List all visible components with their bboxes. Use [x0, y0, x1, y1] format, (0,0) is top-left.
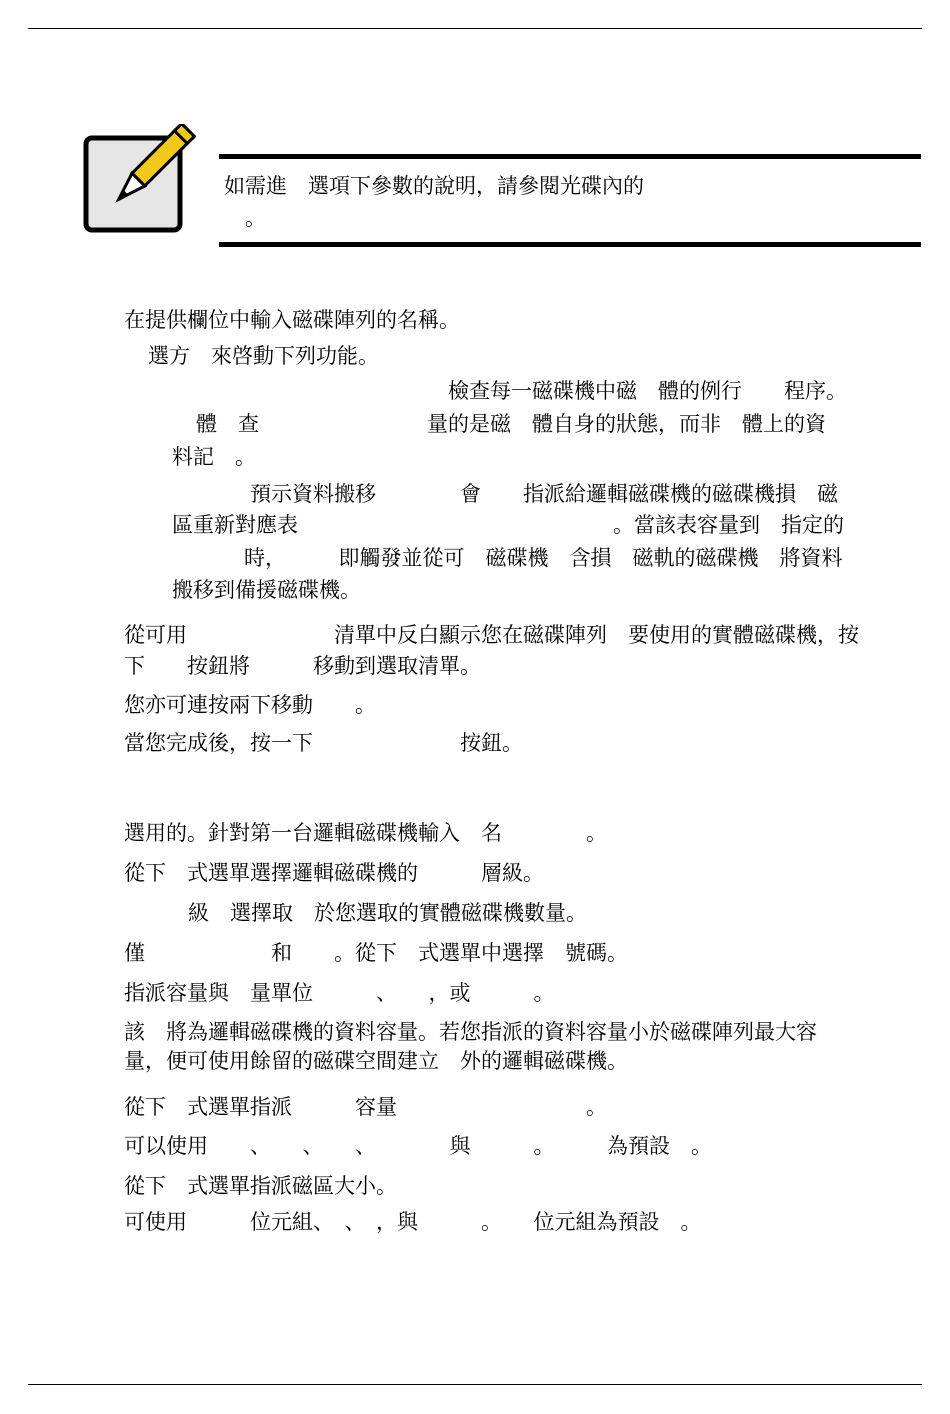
body-line: 選方 來啓動下列功能。	[148, 344, 379, 368]
body-line: 從下 式選單指派 容量 。	[124, 1095, 607, 1119]
body-line: 下 按鈕將 移動到選取清單。	[124, 654, 481, 678]
body-line: 檢查每一磁碟機中磁 體的例行 程序。	[448, 379, 847, 403]
body-line: 選用的。針對第一台邏輯磁碟機輸入 名 。	[124, 821, 607, 845]
body-line: 從可用 清單中反白顯示您在磁碟陣列 要使用的實體磁碟機，按	[124, 623, 859, 647]
body-line: 在提供欄位中輸入磁碟陣列的名稱。	[124, 308, 460, 332]
body-line: 從下 式選單指派磁區大小。	[124, 1174, 397, 1198]
body-line: 搬移到備援磁碟機。	[172, 578, 361, 602]
body-line: 體 查 量的是磁 體自身的狀態，而非 體上的資	[196, 412, 826, 436]
body-line: 區重新對應表 。當該表容量到 指定的	[172, 513, 844, 537]
body-line: 時， 即觸發並從可 磁碟機 含損 磁軌的磁碟機 將資料	[244, 546, 843, 570]
top-rule	[28, 28, 922, 29]
body-line: 指派容量與 量單位 、 ，或 。	[124, 981, 555, 1005]
note-bottom-rule	[219, 242, 921, 247]
note-top-rule	[219, 154, 921, 159]
body-line: 預示資料搬移 會 指派給邏輯磁碟機的磁碟機損 磁	[250, 482, 838, 506]
body-line: 該 將為邏輯磁碟機的資料容量。若您指派的資料容量小於磁碟陣列最大容	[124, 1020, 817, 1044]
note-text-line-1: 如需進 選項下參數的說明，請參閱光碟內的	[224, 174, 644, 198]
body-line: 僅 和 。從下 式選單中選擇 號碼。	[124, 941, 628, 965]
body-line: 料記 。	[172, 445, 256, 469]
body-line: 從下 式選單選擇邏輯磁碟機的 層級。	[124, 861, 544, 885]
note-text-line-2: 。	[224, 206, 266, 230]
body-line: 您亦可連按兩下移動 。	[124, 693, 376, 717]
pencil-note-icon	[82, 124, 196, 236]
body-line: 當您完成後，按一下 按鈕。	[124, 731, 523, 755]
body-line: 級 選擇取 於您選取的實體磁碟機數量。	[188, 901, 587, 925]
body-line: 可以使用 、 、 、 與 。 為預設 。	[124, 1134, 712, 1158]
bottom-rule	[28, 1384, 922, 1385]
body-line: 可使用 位元組、 、 ，與 。 位元組為預設 。	[124, 1210, 702, 1234]
body-line: 量，便可使用餘留的磁碟空間建立 外的邏輯磁碟機。	[124, 1049, 628, 1073]
